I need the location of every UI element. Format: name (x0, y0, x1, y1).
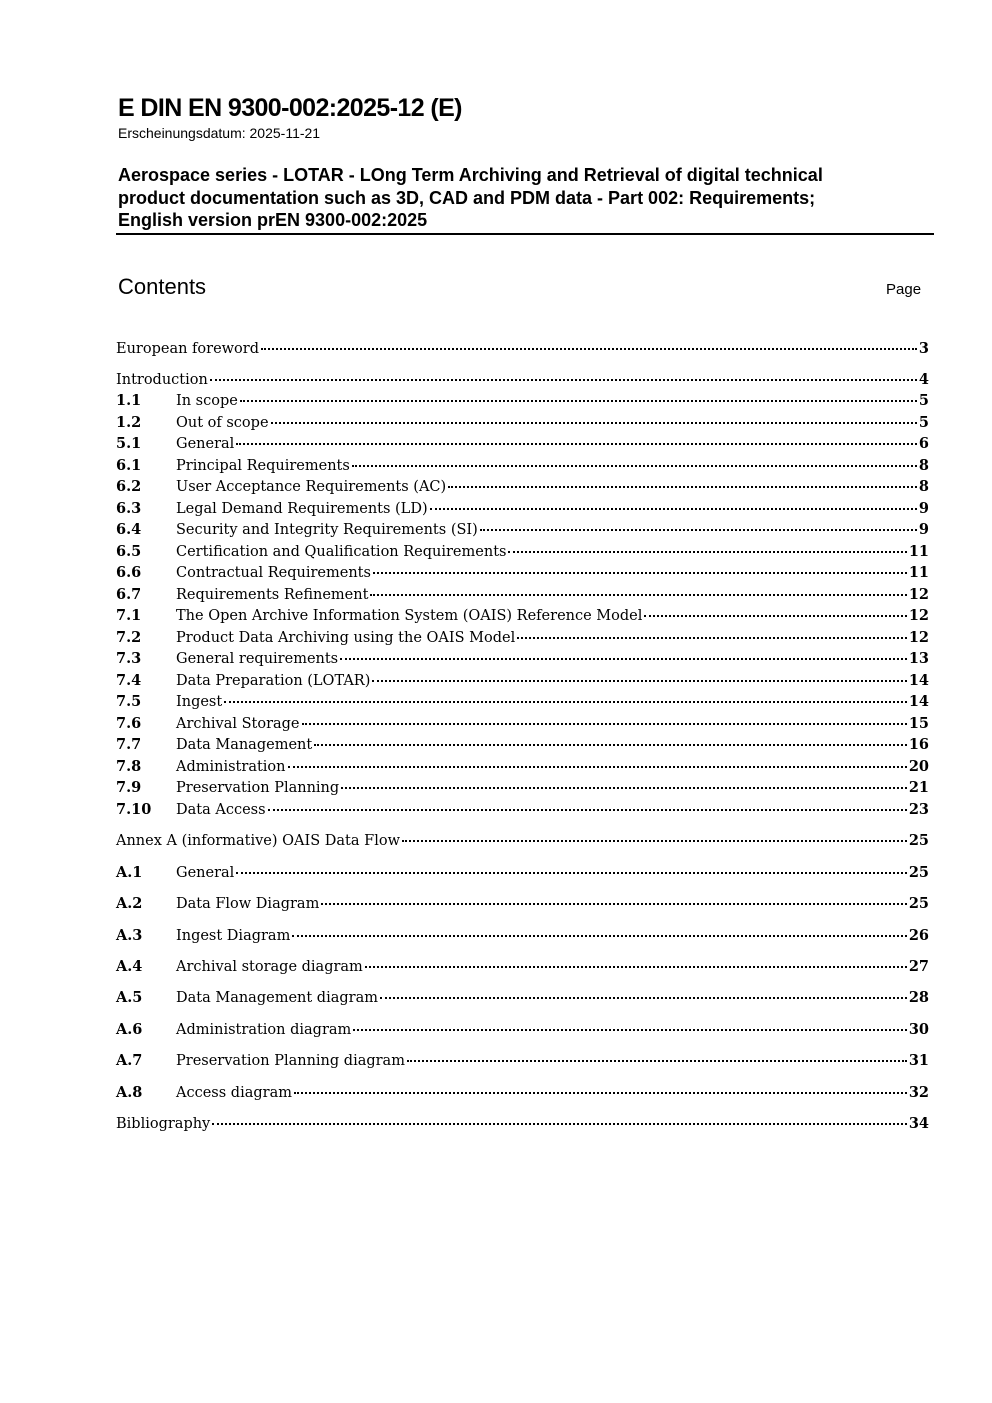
toc-entry[interactable] (116, 692, 929, 712)
toc-entry-number: 7.2 (116, 629, 142, 646)
toc-entry-page: 34 (908, 1115, 929, 1132)
toc-entry-title: Data Management diagram (176, 990, 378, 1006)
toc-entry[interactable] (116, 649, 929, 669)
toc-entry-number: 6.5 (116, 543, 142, 560)
toc-entry[interactable] (116, 1083, 929, 1103)
toc-dot-leader (352, 464, 917, 467)
toc-dot-leader (517, 636, 907, 639)
toc-dot-leader (240, 399, 917, 402)
toc-entry-number: 7.3 (116, 650, 142, 667)
toc-entry-number: A.5 (116, 989, 143, 1006)
toc-entry[interactable] (116, 606, 929, 626)
toc-entry[interactable] (116, 456, 929, 476)
document-title (118, 164, 933, 232)
toc-entry-page: 32 (908, 1084, 929, 1101)
toc-entry-number: A.4 (116, 958, 143, 975)
toc-entry-number: 6.3 (116, 500, 142, 517)
toc-entry-number: 7.6 (116, 715, 142, 732)
toc-entry-number: 7.10 (116, 801, 152, 818)
document-title-line: Aerospace series - LOTAR - LOng Term Archiving and Retrieval of digital technical (118, 165, 823, 185)
toc-entry-number: A.3 (116, 927, 143, 944)
toc-entry[interactable] (116, 778, 929, 798)
toc-dot-leader (353, 1028, 907, 1031)
toc-dot-leader (373, 571, 907, 574)
toc-entry-number: 6.4 (116, 521, 142, 538)
toc-entry-title: Ingest Diagram (176, 928, 291, 944)
toc-entry-page: 28 (908, 989, 929, 1006)
toc-entry-title: Out of scope (176, 415, 269, 431)
toc-entry-page: 12 (908, 586, 929, 603)
toc-entry-title: Bibliography (116, 1116, 211, 1132)
toc-entry-page: 4 (918, 371, 929, 388)
toc-entry-page: 14 (908, 693, 929, 710)
toc-entry[interactable] (116, 863, 929, 883)
document-title-line: product documentation such as 3D, CAD and PDM data - Part 002: Requirements; (118, 187, 816, 208)
toc-entry[interactable] (116, 499, 929, 519)
title-divider (116, 233, 934, 235)
contents-heading: Contents (118, 274, 207, 299)
toc-entry-page: 5 (918, 392, 929, 409)
toc-dot-leader (261, 347, 917, 350)
toc-entry-number: 6.2 (116, 478, 142, 495)
toc-entry[interactable] (116, 563, 929, 583)
toc-entry-title: European foreword (116, 341, 260, 357)
toc-entry-title: Certification and Qualification Requirements (176, 544, 507, 560)
toc-dot-leader (430, 507, 917, 510)
toc-entry-title: Product Data Archiving using the OAIS Model (176, 630, 516, 646)
toc-dot-leader (268, 808, 907, 811)
toc-entry-title: Annex A (informative) OAIS Data Flow (116, 833, 400, 849)
toc-entry[interactable] (116, 1020, 929, 1040)
toc-entry-page: 30 (908, 1021, 929, 1038)
toc-dot-leader (372, 679, 906, 682)
toc-dot-leader (340, 657, 907, 660)
toc-entry[interactable] (116, 831, 929, 851)
toc-dot-leader (402, 839, 907, 842)
toc-dot-leader (212, 1122, 907, 1125)
toc-entry-title: Data Access (176, 802, 266, 818)
toc-entry-title: User Acceptance Requirements (AC) (176, 479, 447, 495)
toc-entry-number: 7.8 (116, 758, 142, 775)
toc-entry[interactable] (116, 413, 929, 433)
toc-entry-number: A.6 (116, 1021, 143, 1038)
toc-entry-title: General (176, 865, 235, 881)
toc-entry-number: 7.9 (116, 779, 142, 796)
toc-entry-page: 12 (908, 629, 929, 646)
toc-entry-page: 11 (908, 543, 929, 560)
toc-entry-number: 6.7 (116, 586, 142, 603)
toc-entry-number: 7.5 (116, 693, 142, 710)
toc-entry-title: Administration diagram (176, 1022, 352, 1038)
toc-entry-title: General requirements (176, 651, 339, 667)
toc-entry-page: 16 (908, 736, 929, 753)
toc-entry-page: 14 (908, 672, 929, 689)
toc-dot-leader (288, 765, 907, 768)
toc-entry[interactable] (116, 542, 929, 562)
document-identifier: E DIN EN 9300-002:2025-12 (E) (118, 94, 462, 122)
toc-entry-page: 11 (908, 564, 929, 581)
toc-dot-leader (292, 934, 906, 937)
toc-entry[interactable] (116, 370, 929, 390)
toc-entry-title: In scope (176, 393, 238, 409)
page-column-label: Page (886, 281, 922, 298)
toc-entry-page: 8 (918, 478, 929, 495)
toc-entry-title: Contractual Requirements (176, 565, 371, 581)
toc-entry-title: Administration (176, 759, 286, 775)
toc-entry-page: 26 (908, 927, 929, 944)
toc-entry[interactable] (116, 628, 929, 648)
toc-entry[interactable] (116, 585, 929, 605)
publication-date: Erscheinungsdatum: 2025-11-21 (118, 125, 321, 141)
toc-entry[interactable] (116, 894, 929, 914)
toc-dot-leader (407, 1059, 907, 1062)
toc-entry-number: 1.1 (116, 392, 142, 409)
toc-entry-title: Preservation Planning diagram (176, 1053, 405, 1069)
toc-dot-leader (480, 528, 917, 531)
toc-dot-leader (294, 1091, 907, 1094)
toc-entry-number: A.8 (116, 1084, 143, 1101)
toc-entry-page: 25 (908, 895, 929, 912)
toc-entry-title: Principal Requirements (176, 458, 350, 474)
toc-dot-leader (644, 614, 906, 617)
toc-entry-page: 13 (908, 650, 929, 667)
toc-entry-title: Data Management (176, 737, 313, 753)
toc-entry-page: 27 (908, 958, 929, 975)
toc-dot-leader (508, 550, 906, 553)
toc-entry-page: 23 (908, 801, 929, 818)
toc-entry-number: 7.1 (116, 607, 142, 624)
document-title-line: English version prEN 9300-002:2025 (118, 210, 428, 230)
toc-entry-title: Archival Storage (176, 716, 300, 732)
toc-entry[interactable] (116, 434, 929, 454)
toc-dot-leader (321, 902, 906, 905)
toc-entry[interactable] (116, 477, 929, 497)
toc-entry-title: Security and Integrity Requirements (SI) (176, 522, 478, 538)
toc-entry[interactable] (116, 391, 929, 411)
toc-entry-title: Data Preparation (LOTAR) (176, 673, 371, 689)
toc-entry-title: The Open Archive Information System (OAIS) Reference Model (176, 608, 643, 624)
toc-entry-page: 3 (918, 340, 929, 357)
toc-dot-leader (448, 485, 917, 488)
toc-entry-number: A.1 (116, 864, 143, 881)
toc-entry-page: 9 (918, 500, 929, 517)
toc-entry[interactable] (116, 1114, 929, 1134)
toc-dot-leader (341, 786, 907, 789)
toc-entry[interactable] (116, 926, 929, 946)
toc-entry-page: 21 (908, 779, 929, 796)
toc-dot-leader (380, 996, 907, 999)
toc-entry-title: General (176, 436, 235, 452)
toc-dot-leader (210, 378, 917, 381)
toc-entry-title: Ingest (176, 694, 223, 710)
toc-dot-leader (236, 871, 907, 874)
toc-entry-page: 25 (908, 832, 929, 849)
toc-dot-leader (236, 442, 917, 445)
toc-entry-title: Data Flow Diagram (176, 896, 320, 912)
toc-entry-page: 31 (908, 1052, 929, 1069)
toc-entry-number: A.2 (116, 895, 143, 912)
toc-entry-number: 7.4 (116, 672, 142, 689)
toc-dot-leader (224, 700, 907, 703)
toc-entry-page: 9 (918, 521, 929, 538)
toc-entry[interactable] (116, 714, 929, 734)
toc-entry-page: 20 (908, 758, 929, 775)
toc-entry-title: Legal Demand Requirements (LD) (176, 501, 428, 517)
toc-entry[interactable] (116, 735, 929, 755)
toc-entry[interactable] (116, 1051, 929, 1071)
toc-entry-page: 15 (908, 715, 929, 732)
toc-entry-number: 7.7 (116, 736, 142, 753)
toc-entry-number: A.7 (116, 1052, 143, 1069)
toc-entry[interactable] (116, 757, 929, 777)
toc-entry-page: 6 (918, 435, 929, 452)
toc-entry-title: Preservation Planning (176, 780, 340, 796)
toc-entry-page: 25 (908, 864, 929, 881)
toc-entry-page: 8 (918, 457, 929, 474)
toc-entry[interactable] (116, 988, 929, 1008)
toc-dot-leader (271, 421, 917, 424)
toc-entry[interactable] (116, 671, 929, 691)
toc-entry-number: 1.2 (116, 414, 142, 431)
toc-entry-number: 6.6 (116, 564, 142, 581)
toc-entry-title: Archival storage diagram (176, 959, 363, 975)
toc-entry-title: Introduction (116, 372, 208, 388)
toc-entry[interactable] (116, 800, 929, 820)
toc-entry[interactable] (116, 957, 929, 977)
toc-entry-title: Access diagram (176, 1085, 292, 1101)
toc-entry[interactable] (116, 520, 929, 540)
toc-dot-leader (365, 965, 907, 968)
toc-entry-title: Requirements Refinement (176, 587, 369, 603)
toc-dot-leader (314, 743, 907, 746)
toc-dot-leader (302, 722, 907, 725)
toc-entry-page: 5 (918, 414, 929, 431)
toc-dot-leader (370, 593, 906, 596)
toc-entry-number: 5.1 (116, 435, 142, 452)
toc-entry[interactable] (116, 339, 929, 359)
toc-entry-page: 12 (908, 607, 929, 624)
toc-entry-number: 6.1 (116, 457, 142, 474)
